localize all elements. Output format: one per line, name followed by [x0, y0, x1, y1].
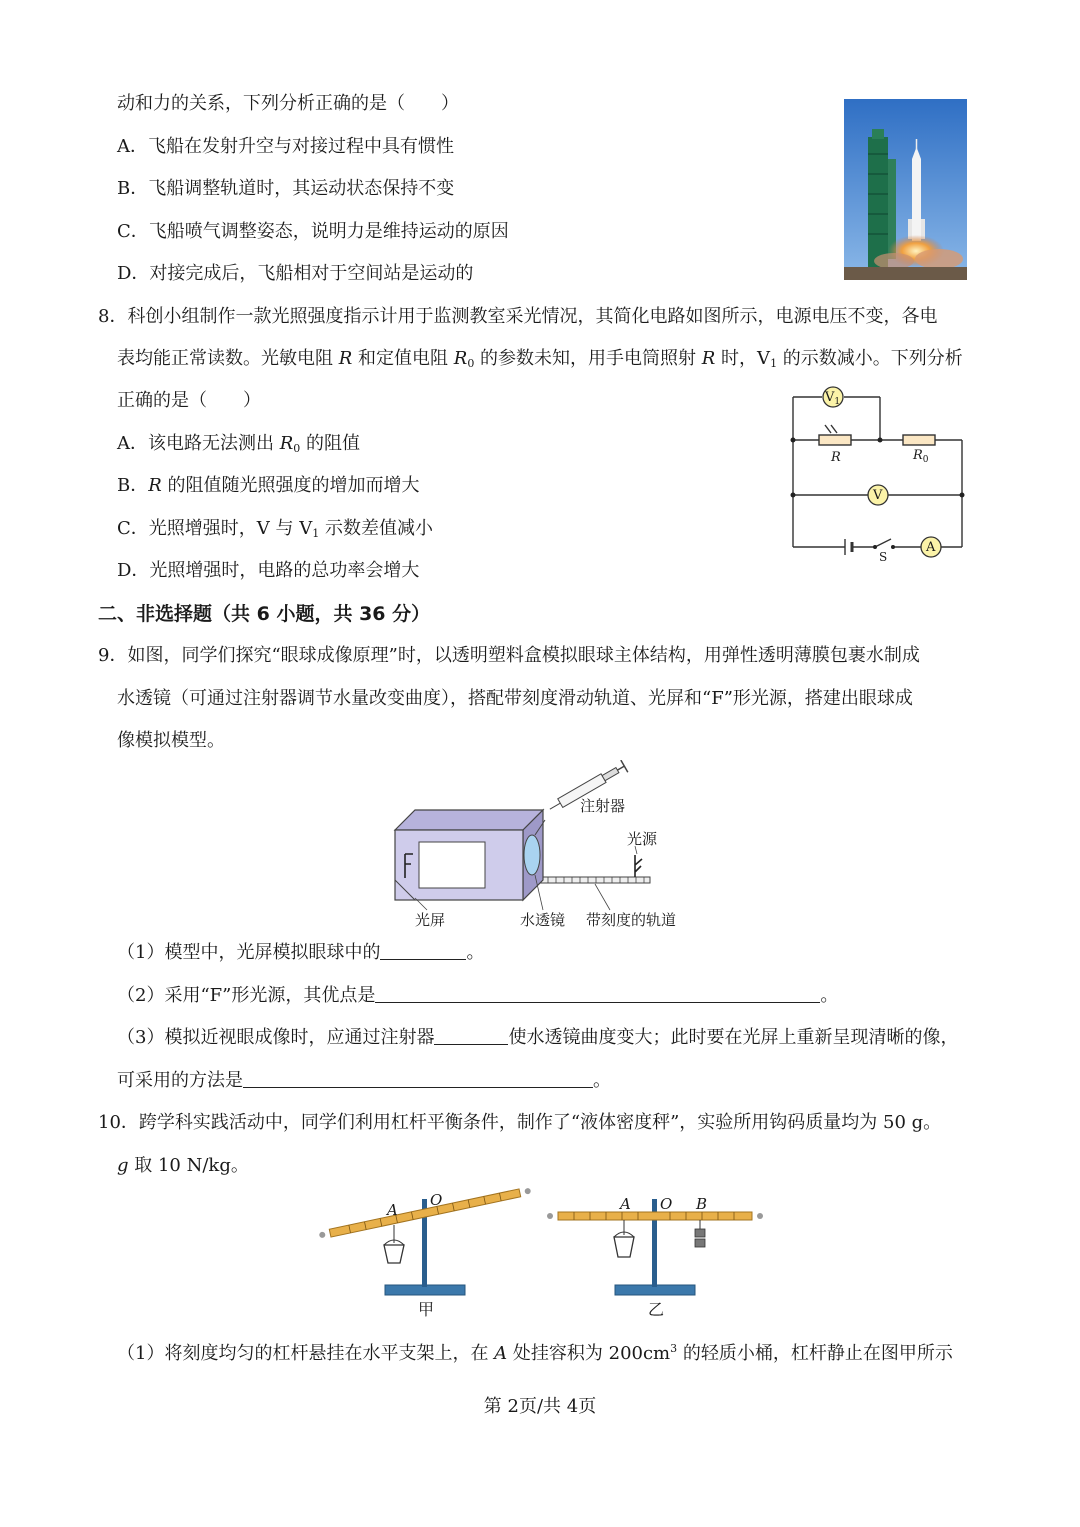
q7-option-a: A．飞船在发射升空与对接过程中具有惯性 — [117, 136, 454, 157]
q8-option-b: B．R 的阻值随光照强度的增加而增大 — [117, 475, 420, 496]
point-a-yi: A — [620, 1195, 631, 1213]
q7-option-d: D．对接完成后，飞船相对于空间站是运动的 — [117, 263, 474, 284]
q9-line-2: 水透镜（可通过注射器调节水量改变曲度），搭配带刻度滑动轨道、光屏和“F”形光源，搭建出眼球成 — [117, 688, 913, 709]
point-b-yi: B — [696, 1195, 708, 1213]
lever-figures — [310, 1185, 770, 1325]
page-footer: 第 2页/共 4页 — [483, 1396, 597, 1417]
q9-line-1: 9．如图，同学们探究“眼球成像原理”时，以透明塑料盒模拟眼球主体结构，用弹性透明薄膜包裹水制成 — [98, 645, 920, 666]
q7-option-b: B．飞船调整轨道时，其运动状态保持不变 — [117, 178, 455, 199]
voltmeter-v1-label: $V_1$ — [825, 390, 841, 407]
voltmeter-v-label: V — [873, 488, 883, 503]
circuit-diagram — [785, 385, 970, 565]
q9-part-1: （1）模型中，光屏模拟眼球中的 。 — [117, 942, 485, 963]
q8-option-a: A．该电路无法测出 $R_0$ 的阻值 — [117, 433, 361, 455]
point-o-yi: O — [660, 1195, 673, 1213]
q10-line-2: g 取 10 N/kg。 — [117, 1155, 249, 1176]
lever-figure-jia — [319, 1187, 532, 1295]
eye-model-figure — [385, 760, 705, 935]
section-2-heading: 二、非选择题（共 6 小题，共 36 分） — [98, 603, 431, 625]
resistor-r0-label: $R_0$ — [913, 448, 929, 465]
q9-line-3: 像模拟模型。 — [117, 730, 225, 751]
q9-blank-1 — [380, 941, 466, 960]
q7-stem: 动和力的关系，下列分析正确的是（ ） — [117, 93, 459, 114]
light-source-label: 光源 — [627, 830, 658, 848]
resistor-r-label: R — [831, 450, 841, 465]
q8-line-1: 8．科创小组制作一款光照强度指示计用于监测教室采光情况，其简化电路如图所示，电源电压不变，各电 — [98, 306, 938, 327]
q7-option-c: C．飞船喷气调整姿态，说明力是维持运动的原因 — [117, 221, 509, 242]
point-a-jia: A — [387, 1201, 398, 1219]
figure-jia-label: 甲 — [418, 1300, 435, 1319]
syringe-label: 注射器 — [580, 797, 626, 815]
screen-label: 光屏 — [415, 911, 446, 929]
figure-yi-label: 乙 — [648, 1300, 665, 1319]
q9-blank-2 — [375, 984, 820, 1003]
ammeter-a-label: A — [926, 540, 936, 555]
q9-blank-3 — [434, 1026, 508, 1045]
q8-line-2: 表均能正常读数。光敏电阻 R 和定值电阻 $R_0$ 的参数未知，用手电筒照射 R 时，$V_1$ 的示数减小。下列分析 — [117, 348, 963, 370]
q8-line-3: 正确的是（ ） — [117, 390, 261, 411]
water-lens-label: 水透镜 — [520, 911, 566, 929]
lever-figure-yi — [547, 1199, 763, 1295]
q9-part-3: （3）模拟近视眼成像时，应通过注射器 使水透镜曲度变大；此时要在光屏上重新呈现清晰的像， — [117, 1027, 959, 1048]
switch-s-label: S — [879, 550, 888, 564]
q9-part-3-cont: 可采用的方法是 。 — [117, 1070, 611, 1091]
q10-line-1: 10．跨学科实践活动中，同学们利用杠杆平衡条件，制作了“液体密度秤”，实验所用钩码质量均为 50 g。 — [98, 1112, 942, 1133]
q9-blank-4 — [243, 1069, 593, 1088]
q8-option-d: D．光照增强时，电路的总功率会增大 — [117, 560, 420, 581]
point-o-jia: O — [430, 1191, 443, 1209]
q8-option-c: C．光照增强时，V 与 $V_1$ 示数差值减小 — [117, 518, 433, 540]
q10-part-1: （1）将刻度均匀的杠杆悬挂在水平支架上，在 A 处挂容积为 $200cm^3$ 的轻质小桶，杠杆静止在图甲所示 — [117, 1342, 953, 1364]
rocket-launch-photo — [844, 99, 967, 280]
q9-part-2: （2）采用“F”形光源，其优点是 。 — [117, 985, 839, 1006]
track-label: 带刻度的轨道 — [586, 911, 677, 929]
